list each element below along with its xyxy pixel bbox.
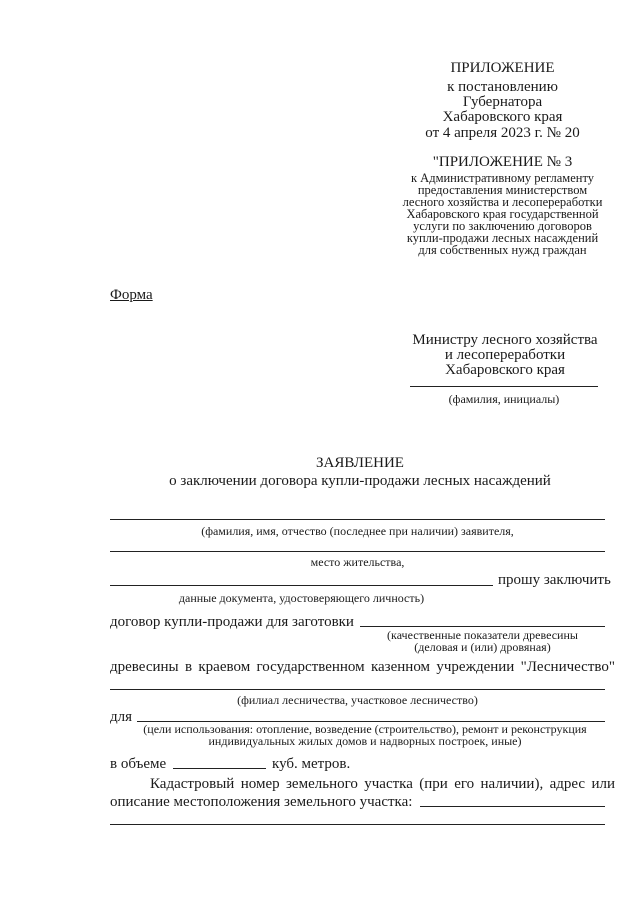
forestry-branch-field[interactable]	[110, 689, 605, 690]
decree-date: от 4 апреля 2023 г. № 20	[425, 125, 580, 141]
request-text: прошу заключить	[498, 572, 611, 588]
purpose-caption-2: индивидуальных жилых домов и надворных построек, иные)	[208, 734, 522, 748]
cadastral-field-continued[interactable]	[110, 824, 605, 825]
appendix3-line: Хабаровского края государственной	[406, 207, 599, 221]
appendix-decree-ref	[400, 80, 605, 125]
appendix3-description	[385, 172, 620, 256]
decree-line-1: к постановлению	[447, 79, 558, 95]
residence-field[interactable]	[110, 551, 605, 552]
purpose-caption-1: (цели использования: отопление, возведение (строительство), ремонт и реконструкция	[143, 722, 587, 736]
volume-prefix: в объеме	[110, 756, 167, 772]
statement-subtitle: о заключении договора купли-продажи лесных насаждений	[169, 473, 551, 489]
forestry-branch-caption: (филиал лесничества, участковое лесничество)	[237, 693, 478, 707]
appendix-title: ПРИЛОЖЕНИЕ	[450, 60, 555, 76]
id-document-field[interactable]	[110, 585, 493, 586]
addressee-name-caption: (фамилия, инициалы)	[448, 392, 560, 406]
decree-line-2: Губернатора	[462, 94, 543, 110]
wood-quality-caption	[360, 629, 605, 653]
appendix3-title: "ПРИЛОЖЕНИЕ № 3	[432, 154, 573, 170]
volume-field[interactable]	[173, 768, 266, 769]
cadastral-field[interactable]	[420, 806, 605, 807]
statement-title: ЗАЯВЛЕНИЕ	[316, 455, 404, 471]
addressee-name-field[interactable]	[410, 386, 598, 387]
institution-text: древесины в краевом государственном казенном учреждении "Лесничество"	[110, 659, 615, 675]
decree-line-3: Хабаровского края	[442, 109, 563, 125]
appendix3-line: предоставления министерством	[417, 183, 588, 197]
addressee-line-3: Хабаровского края	[445, 362, 565, 378]
addressee-line-2: и лесопереработки	[444, 347, 566, 363]
appendix3-line: к Административному регламенту	[410, 171, 594, 185]
cadastral-line-1: Кадастровый номер земельного участка (при его наличии), адрес или	[150, 776, 615, 792]
purpose-prefix: для	[110, 709, 133, 725]
appendix3-line: купли-продажи лесных насаждений	[406, 231, 599, 245]
addressee-block	[400, 333, 610, 378]
wood-quality-caption-1: (качественные показатели древесины	[387, 628, 578, 642]
residence-caption: место жительства,	[310, 555, 405, 569]
id-document-caption: данные документа, удостоверяющего личность)	[178, 591, 425, 605]
cadastral-line-2: описание местоположения земельного участка:	[110, 794, 413, 810]
appendix3-line: лесного хозяйства и лесопереработки	[402, 195, 603, 209]
addressee-line-1: Министру лесного хозяйства	[412, 332, 598, 348]
appendix3-line: услуги по заключению договоров	[413, 219, 592, 233]
contract-text: договор купли-продажи для заготовки	[110, 614, 354, 630]
wood-quality-field[interactable]	[360, 626, 605, 627]
appendix3-line: для собственных нужд граждан	[418, 243, 587, 257]
wood-quality-caption-2: (деловая и (или) дровяная)	[414, 640, 551, 654]
applicant-name-field[interactable]	[110, 519, 605, 520]
form-label: Форма	[110, 287, 153, 303]
purpose-caption	[115, 723, 615, 747]
volume-suffix: куб. метров.	[272, 756, 351, 772]
applicant-name-caption: (фамилия, имя, отчество (последнее при наличии) заявителя,	[201, 524, 514, 538]
